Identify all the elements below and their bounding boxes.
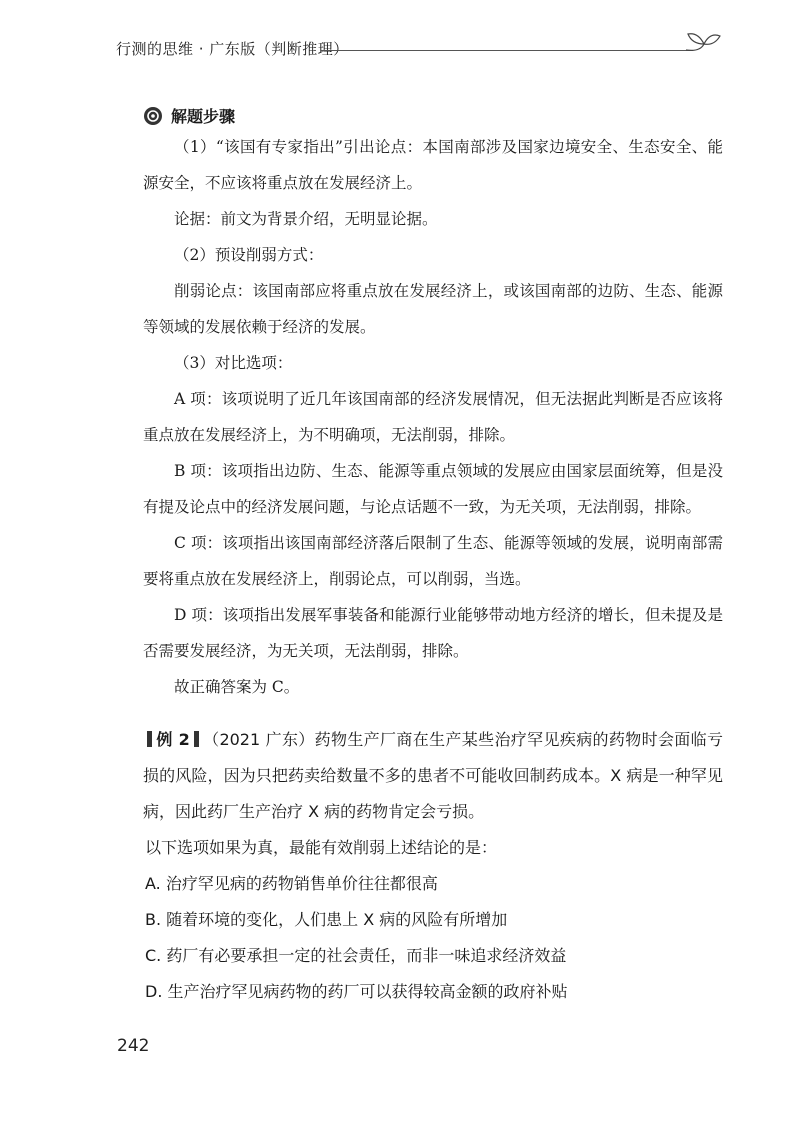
solution-heading-text: 解题步骤	[171, 107, 236, 126]
solution-paragraph: （2）预设削弱方式：	[174, 246, 324, 264]
solution-paragraph: B 项：该项指出边防、生态、能源等重点领域的发展应由国家层面统筹，但是没有提及论点中的经济发展问题，与论点话题不一致，为无关项，无法削弱，排除。	[143, 462, 723, 516]
example-section	[143, 722, 723, 1010]
solution-paragraph: D 项：该项指出发展军事装备和能源行业能够带动地方经济的增长，但未提及是否需要发展经济，为无关项，无法削弱，排除。	[143, 606, 723, 660]
sprout-icon	[684, 30, 724, 62]
solution-paragraph: （3）对比选项：	[174, 354, 293, 372]
example-tag-left-bar	[147, 731, 152, 747]
option-a: A. 治疗罕见病的药物销售单价往往都很高	[145, 874, 438, 893]
solution-heading	[143, 104, 723, 127]
header-rule	[321, 50, 693, 51]
solution-paragraph: 故正确答案为 C。	[174, 678, 300, 696]
solution-paragraph: 削弱论点：该国南部应将重点放在发展经济上，或该国南部的边防、生态、能源等领域的发展依赖于经济的发展。	[143, 282, 723, 336]
page-number: 242	[117, 1036, 150, 1056]
example-question: 以下选项如果为真，最能有效削弱上述结论的是：	[145, 838, 498, 857]
example-text: （2021 广东）药物生产厂商在生产某些治疗罕见疾病的药物时会面临亏损的风险，因为只把药卖给数量不多的患者不可能收回制药成本。X 病是一种罕见病，因此药厂生产治疗 X 病的药物肯定会亏损。	[143, 730, 723, 821]
solution-paragraph: 论据：前文为背景介绍，无明显论据。	[174, 210, 438, 228]
solution-paragraph: （1）“该国有专家指出”引出论点：本国南部涉及国家边境安全、生态安全、能源安全，不应该将重点放在发展经济上。	[143, 138, 723, 192]
option-b: B. 随着环境的变化，人们患上 X 病的风险有所增加	[145, 910, 508, 929]
example-stem	[143, 722, 723, 830]
running-title: 行测的思维 · 广东版（判断推理）	[116, 40, 349, 58]
solution-paragraph: C 项：该项指出该国南部经济落后限制了生态、能源等领域的发展，说明南部需要将重点放在发展经济上，削弱论点，可以削弱，当选。	[143, 534, 723, 588]
solution-section	[143, 104, 723, 705]
example-tag-right-bar	[194, 731, 199, 747]
option-c: C. 药厂有必要承担一定的社会责任，而非一味追求经济效益	[145, 946, 567, 965]
solution-paragraph: A 项：该项说明了近几年该国南部的经济发展情况，但无法据此判断是否应该将重点放在发展经济上，为不明确项，无法削弱，排除。	[143, 390, 723, 444]
example-label: 例 2	[156, 730, 190, 749]
page-header	[116, 30, 716, 70]
option-d: D. 生产治疗罕见病药物的药厂可以获得较高金额的政府补贴	[145, 982, 568, 1001]
steps-badge-icon	[143, 106, 163, 126]
